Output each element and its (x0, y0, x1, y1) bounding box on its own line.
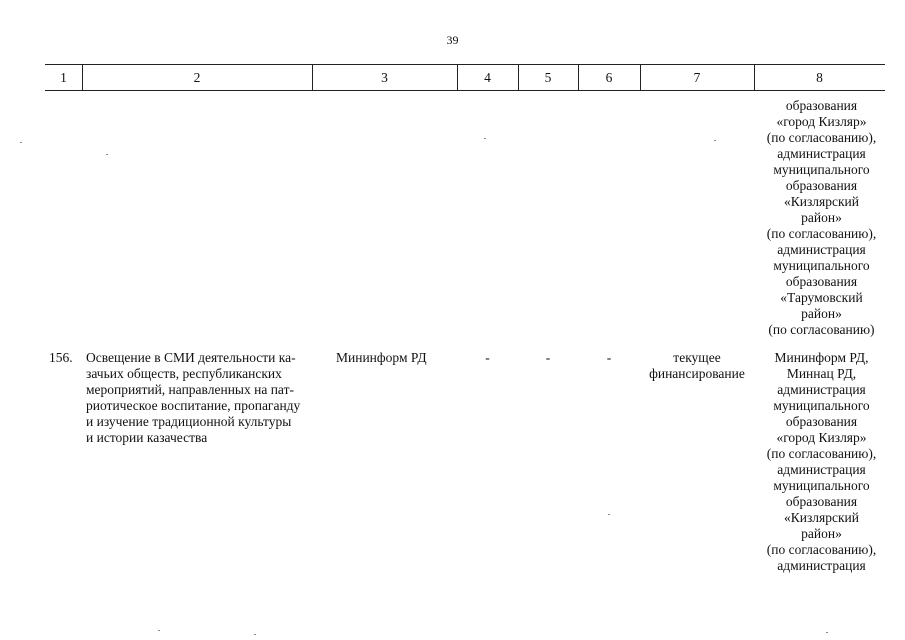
row-description-cell (86, 350, 308, 446)
co-executors-cell (754, 350, 889, 574)
text-line: «Тарумовский (780, 290, 863, 305)
text-line: Миннац РД, (786, 366, 857, 381)
text-line: «город Кизляр» (776, 430, 867, 445)
text-line: (по согласованию), (766, 542, 877, 557)
text-line: зачьих обществ, республиканских (86, 366, 282, 381)
header-col-7: 7 (693, 70, 701, 85)
text-line: и истории казачества (86, 430, 208, 445)
continuation-col8-cell (754, 98, 889, 338)
text-line: район» (801, 306, 842, 321)
text-line: муниципального (773, 162, 870, 177)
text-line: администрация (777, 382, 866, 397)
scan-speck (714, 140, 716, 141)
text-line: (по согласованию) (768, 322, 875, 337)
header-col-3: 3 (381, 70, 388, 85)
text-line: (по согласованию), (766, 226, 877, 241)
header-col-1: 1 (60, 70, 67, 85)
text-line: муниципального (773, 478, 870, 493)
page-number: 39 (446, 33, 459, 47)
funding-source-cell (640, 350, 754, 382)
row-number: 156. (49, 350, 73, 365)
text-line: финансирование (649, 366, 745, 381)
text-line: мероприятий, направленных на пат- (86, 382, 294, 397)
text-line: «Кизлярский (783, 510, 859, 525)
header-col-4: 4 (484, 70, 491, 85)
scan-speck (106, 154, 108, 155)
col6-value: - (606, 350, 612, 365)
text-line: образования (785, 414, 858, 429)
text-line: (по согласованию), (766, 130, 877, 145)
text-line: администрация (777, 558, 866, 573)
text-line: муниципального (773, 398, 870, 413)
col5-value: - (545, 350, 551, 365)
col4-value: - (485, 350, 490, 365)
text-line: образования (785, 494, 858, 509)
header-col-6: 6 (605, 70, 613, 85)
scan-speck (158, 630, 160, 631)
scan-speck (608, 514, 610, 515)
text-line: текущее (673, 350, 721, 365)
text-line: образования (785, 178, 858, 193)
header-col-8: 8 (816, 70, 823, 85)
scan-speck (254, 634, 256, 635)
header-col-5: 5 (544, 70, 552, 85)
text-line: администрация (777, 462, 866, 477)
text-line: муниципального (773, 258, 870, 273)
text-line: Освещение в СМИ деятельности ка- (86, 350, 296, 365)
text-line: район» (801, 210, 842, 225)
scan-speck (20, 142, 22, 143)
text-line: риотическое воспитание, пропаганду (86, 398, 301, 413)
text-line: образования (785, 274, 858, 289)
responsible-executor: Мининформ РД (336, 350, 427, 365)
scan-speck (826, 632, 828, 633)
scan-speck (484, 138, 486, 139)
text-line: администрация (777, 146, 866, 161)
text-line: образования (785, 98, 858, 113)
text-line: Мининформ РД, (774, 350, 869, 365)
text-line: и изучение традиционной культуры (86, 414, 292, 429)
text-line: «Кизлярский (783, 194, 859, 209)
text-line: «город Кизляр» (776, 114, 867, 129)
table-header-top-border (45, 64, 885, 65)
table-header-bottom-border (45, 90, 885, 91)
text-line: район» (801, 526, 842, 541)
text-line: администрация (777, 242, 866, 257)
header-col-2: 2 (193, 70, 201, 85)
text-line: (по согласованию), (766, 446, 877, 461)
